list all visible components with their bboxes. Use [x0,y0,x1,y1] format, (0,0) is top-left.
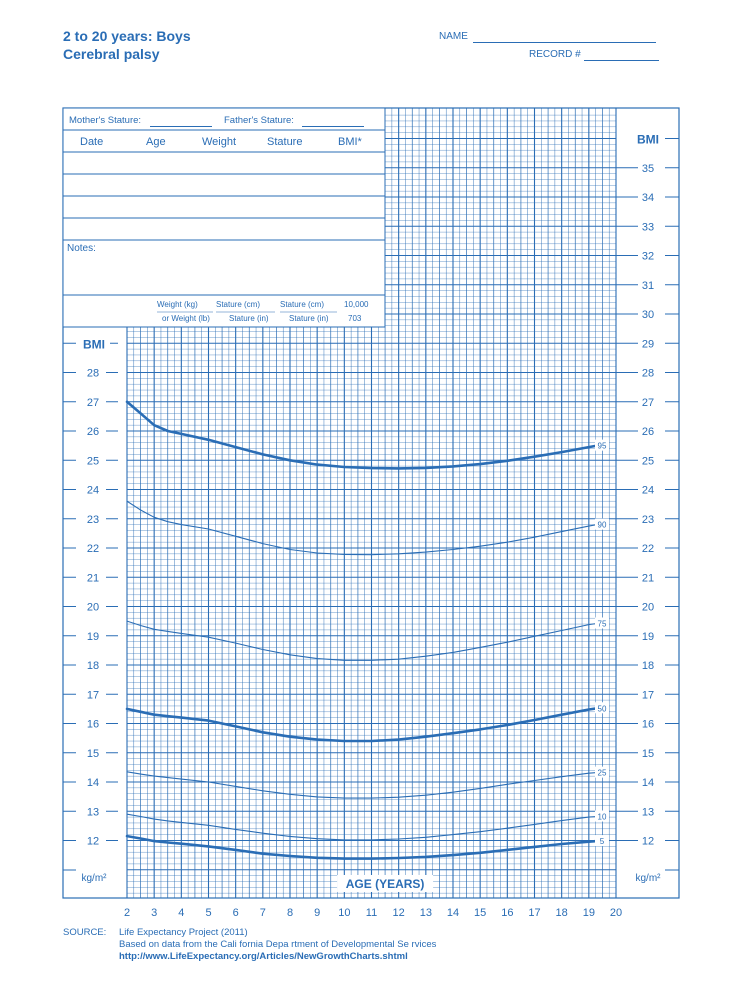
column-stature: Stature [267,136,303,148]
record-label: RECORD # [529,49,581,60]
x-axis-title: AGE (YEARS) [345,877,425,891]
right-tick-label: 12 [641,835,655,848]
right-tick-label: 20 [641,601,655,614]
left-tick-label: 14 [86,777,100,789]
father-stature-label: Father's Stature: [224,115,294,126]
mother-stature-label: Mother's Stature: [69,115,142,126]
left-tick-label: 24 [86,484,100,497]
left-tick-label: 20 [86,601,100,614]
formula-stature-in-2: Stature (in) [289,314,329,323]
x-tick-label: 2 [123,907,131,919]
left-tick-label: 16 [86,718,100,731]
column-weight: Weight [202,136,237,148]
formula-stature-cm-2: Stature (cm) [280,300,325,309]
left-tick-label: 19 [86,630,100,643]
percentile-label-p90: 90 [597,520,607,530]
right-tick-label: 15 [641,747,655,760]
right-tick-label: 22 [641,543,655,555]
right-tick-label: 35 [641,162,655,175]
x-tick-label: 20 [609,907,623,919]
right-axis-title: BMI [637,132,659,147]
x-tick-label: 19 [582,907,595,919]
chart-subtitle: Cerebral palsy [63,46,160,62]
x-tick-label: 18 [555,907,568,919]
percentile-curve-p90 [127,501,597,555]
right-tick-label: 16 [641,718,655,731]
right-tick-label: 17 [641,689,655,702]
right-tick-label: 14 [641,777,655,789]
source-label: SOURCE: [63,927,107,938]
left-tick-label: 25 [86,455,100,468]
name-label: NAME [439,31,468,42]
mother-stature-field[interactable] [150,126,212,127]
left-tick-label: 18 [86,660,100,672]
percentile-curve-p75 [127,621,597,660]
x-tick-label: 10 [338,907,351,919]
formula-factor-imperial: 703 [348,314,362,323]
percentile-label-p10: 10 [597,812,607,822]
right-tick-label: 31 [641,279,655,292]
x-tick-label: 12 [392,907,405,919]
x-tick-label: 8 [286,907,294,919]
x-tick-label: 15 [474,907,487,919]
x-tick-label: 11 [365,907,378,919]
right-tick-label: 33 [641,221,655,234]
formula-stature-cm-1: Stature (cm) [216,300,261,309]
notes-label: Notes: [67,243,96,254]
right-tick-label: 29 [641,338,655,351]
father-stature-field[interactable] [302,126,364,127]
right-tick-label: 30 [641,309,655,321]
right-unit-label: kg/m² [635,873,661,884]
left-tick-label: 21 [86,572,100,585]
percentile-label-p50: 50 [597,704,607,714]
right-tick-label: 19 [641,630,655,643]
x-tick-label: 6 [232,907,239,919]
right-tick-label: 13 [641,806,655,819]
chart-title: 2 to 20 years: Boys [63,28,191,44]
percentile-curve-p95 [127,402,597,469]
left-tick-label: 12 [86,835,100,848]
x-tick-label: 4 [178,907,185,919]
source-line-1: Life Expectancy Project (2011) [119,927,248,938]
percentile-curves [127,402,597,859]
column-date: Date [80,136,104,148]
formula-factor-metric: 10,000 [344,300,369,309]
column-age: Age [146,136,166,148]
left-tick-label: 28 [86,367,100,380]
left-tick-label: 26 [86,426,100,438]
x-tick-label: 9 [314,907,321,919]
percentile-curve-p10 [127,814,597,840]
x-tick-label: 13 [419,907,432,919]
right-tick-label: 26 [641,426,655,438]
left-axis-title: BMI [83,337,105,352]
right-tick-label: 25 [641,455,655,468]
left-tick-label: 27 [86,396,100,409]
formula-weight-kg: Weight (kg) [157,300,198,309]
right-tick-label: 18 [641,660,655,672]
left-unit-label: kg/m² [81,873,107,884]
x-tick-label: 14 [446,907,460,919]
percentile-labels [595,440,609,846]
x-tick-label: 3 [151,907,158,919]
right-tick-label: 23 [641,513,655,526]
x-tick-label: 17 [528,907,541,919]
left-tick-label: 17 [86,689,100,702]
x-tick-label: 16 [501,907,514,919]
right-tick-label: 24 [641,484,655,497]
left-tick-label: 22 [86,543,100,555]
source-url-text: http://www.LifeExpectancy.org/Articles/NewGrowthCharts.shtml [119,951,408,962]
percentile-curve-p25 [127,772,597,798]
right-axis [616,133,679,885]
source-url[interactable] [119,951,408,962]
left-tick-label: 15 [86,747,100,760]
right-tick-label: 32 [641,250,655,263]
percentile-label-p25: 25 [597,768,607,778]
right-tick-label: 21 [641,572,655,585]
formula-stature-in-1: Stature (in) [229,314,269,323]
x-tick-label: 7 [259,907,266,919]
percentile-label-p5: 5 [599,837,605,847]
formula-weight-lb: or Weight (lb) [162,314,210,323]
percentile-label-p75: 75 [597,619,607,629]
percentile-curve-p50 [127,708,597,741]
column-bmi: BMI* [338,136,362,148]
right-tick-label: 27 [641,396,655,409]
right-tick-label: 34 [641,192,655,204]
x-tick-label: 5 [205,907,212,919]
source-line-2: Based on data from the Cali fornia Depa rtment of Developmental Se rvices [119,939,437,950]
left-axis [63,337,118,884]
percentile-label-p95: 95 [597,441,607,451]
left-tick-label: 23 [86,513,100,526]
right-tick-label: 28 [641,367,655,380]
left-tick-label: 13 [86,806,100,819]
